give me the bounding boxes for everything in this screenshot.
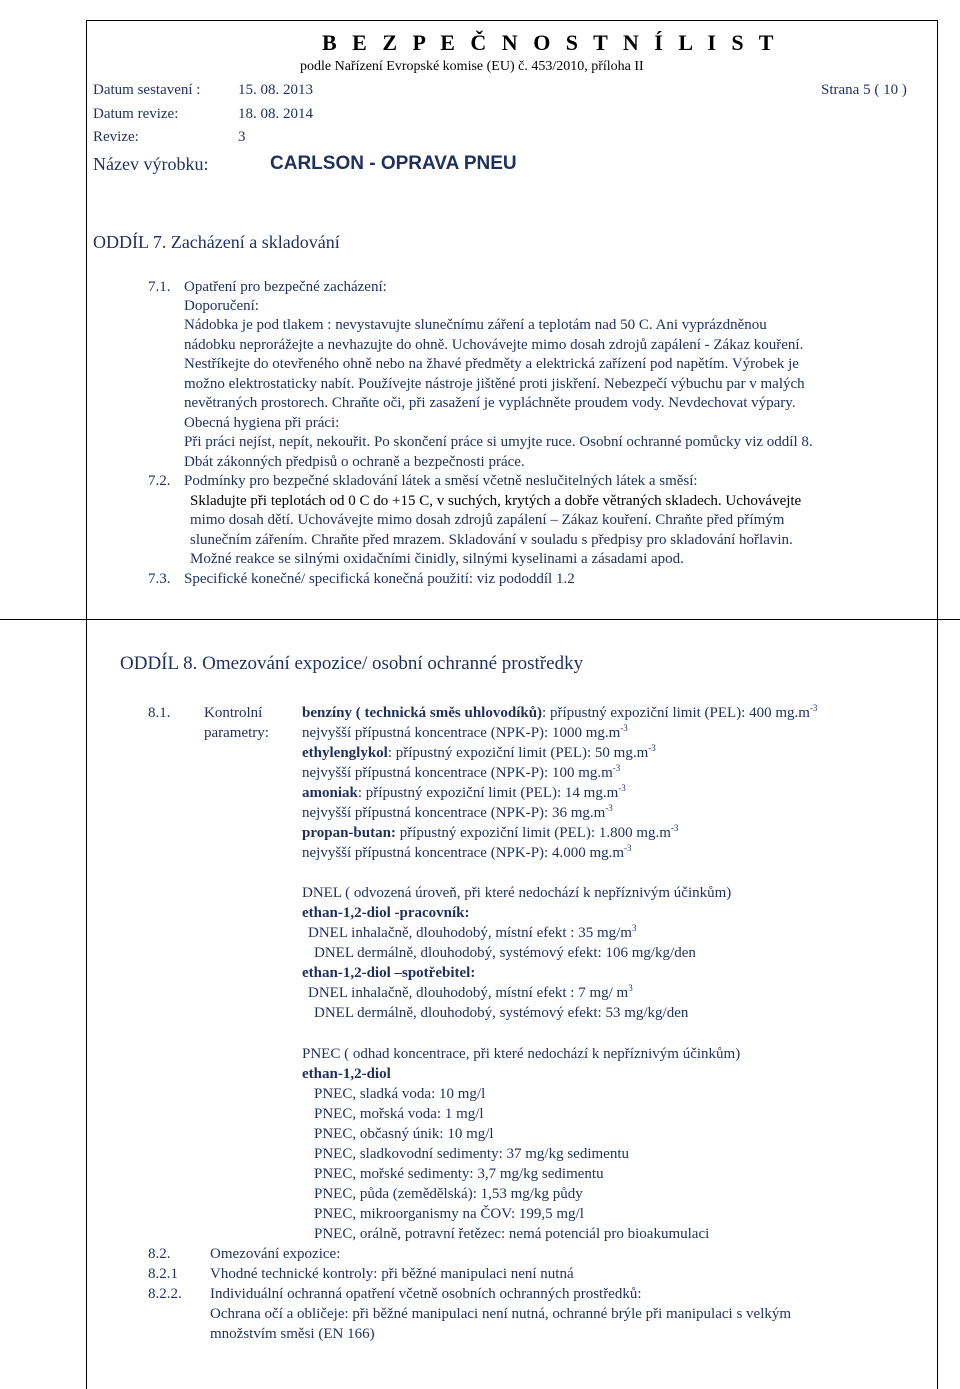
exponent: -3: [624, 843, 632, 853]
pnec-line: PNEC, mořské sedimenty: 3,7 mg/kg sedimentu: [314, 1166, 604, 1182]
text-line: mimo dosah dětí. Uchovávejte mimo dosah zdrojů zapálení – Zákaz kouření. Chraňte před přímým: [190, 512, 785, 528]
date-created-label: Datum sestavení :: [93, 82, 201, 98]
exponent: 3: [631, 923, 637, 933]
pnec-heading: PNEC ( odhad koncentrace, při které nedochází k nepříznivým účinkům): [302, 1046, 741, 1062]
text-line: nevětraných prostorech. Chraňte oči, při zasažení je vypláchněte proudem vody. Nevdechovat výpary.: [184, 395, 796, 411]
item-number: 7.3.: [148, 571, 171, 587]
limit-text: : přípustný expoziční limit (PEL): 400 mg.m: [542, 705, 810, 721]
exponent: -3: [809, 703, 818, 713]
limit-text: nejvyšší přípustná koncentrace (NPK-P): 100 mg.m: [302, 765, 613, 781]
section8-heading: ODDÍL 8. Omezování expozice/ osobní ochranné prostředky: [120, 653, 584, 674]
text-line: Možné reakce se silnými oxidačními činidly, silnými kyselinami a zásadami apod.: [190, 551, 684, 567]
limit-line: [302, 804, 613, 823]
item-title: Specifické konečné/ specifická konečná použití: viz pododdíl 1.2: [184, 571, 575, 587]
dnel-heading: DNEL ( odvozená úroveň, při které nedochází k nepříznivým účinkům): [302, 885, 732, 901]
pnec-line: PNEC, sladkovodní sedimenty: 37 mg/kg sedimentu: [314, 1146, 629, 1162]
exponent: -3: [648, 743, 656, 753]
limit-line: [302, 824, 678, 843]
limit-text: nejvyšší přípustná koncentrace (NPK-P): 36 mg.m: [302, 805, 606, 821]
pnec-line: PNEC, mořská voda: 1 mg/l: [314, 1106, 484, 1122]
dnel-text: DNEL inhalačně, dlouhodobý, místní efekt : 35 mg/m: [308, 925, 632, 941]
limit-line: [302, 744, 656, 763]
limit-line: [302, 764, 620, 783]
pnec-line: PNEC, sladká voda: 10 mg/l: [314, 1086, 486, 1102]
document-subtitle: podle Nařízení Evropské komise (EU) č. 453/2010, příloha II: [300, 59, 644, 74]
item-number: 8.2.: [148, 1246, 171, 1262]
text-line: Ochrana očí a obličeje: při běžné manipulaci není nutná, ochranné brýle při manipulaci s velkým: [210, 1306, 792, 1322]
page-indicator: Strana 5 ( 10 ): [821, 82, 907, 98]
dnel-subheading: ethan-1,2-diol –spotřebitel:: [302, 965, 476, 981]
substance-name: ethylenglykol: [302, 745, 388, 761]
subheading: Obecná hygiena při práci:: [184, 415, 340, 431]
pnec-line: PNEC, půda (zemědělská): 1,53 mg/kg půdy: [314, 1186, 583, 1202]
substance-name: amoniak: [302, 785, 358, 801]
limit-line: [302, 844, 632, 863]
date-created-value: 15. 08. 2013: [238, 82, 313, 98]
exponent: -3: [612, 763, 621, 773]
label: Kontrolní: [204, 705, 263, 721]
date-revised-value: 18. 08. 2014: [238, 106, 313, 122]
text-line: možno elektrostaticky nabít. Používejte nástroje jištěné proti jiskření. Nebezpečí výbuchu par v malých: [184, 376, 805, 392]
text-line: Dbát zákonných předpisů o ochraně a bezpečnosti práce.: [184, 454, 525, 470]
text-line: Nestříkejte do otevřeného ohně nebo na žhavé předměty a elektrická zařízení pod napětím. Výrobek je: [184, 356, 799, 372]
text-line: nádobku neprorážejte a nevhazujte do ohně. Uchovávejte mimo dosah zdrojů zapálení - Zákaz kouření.: [184, 337, 804, 353]
limit-text: nejvyšší přípustná koncentrace (NPK-P): 4.000 mg.m: [302, 845, 625, 861]
dnel-subheading: ethan-1,2-diol -pracovník:: [302, 905, 470, 921]
item-title: Opatření pro bezpečné zacházení:: [184, 279, 387, 295]
exponent: -3: [620, 723, 628, 733]
item-number: 8.2.1: [148, 1266, 178, 1282]
text-line: Nádobka je pod tlakem : nevystavujte slunečnímu záření a teplotám nad 50 C. Ani vyprázdněnou: [184, 317, 767, 333]
text-line: množstvím směsi (EN 166): [210, 1326, 375, 1342]
product-label: Název výrobku:: [93, 154, 209, 174]
item-title: Podmínky pro bezpečné skladování látek a směsí včetně neslučitelných látek a směsí:: [184, 473, 698, 489]
exponent: -3: [605, 803, 613, 813]
limit-line: [302, 704, 817, 723]
item-number: 7.2.: [148, 473, 171, 489]
dnel-line: [308, 984, 633, 1003]
exponent: -3: [618, 783, 626, 793]
subheading: Doporučení:: [184, 298, 259, 314]
limit-text: : přípustný expoziční limit (PEL): 14 mg.m: [357, 785, 619, 801]
product-name: CARLSON - OPRAVA PNEU: [270, 153, 517, 174]
item-title: Individuální ochranná opatření včetně osobních ochranných prostředků:: [210, 1286, 642, 1302]
pnec-line: PNEC, mikroorganismy na ČOV: 199,5 mg/l: [314, 1206, 584, 1222]
revision-label: Revize:: [93, 129, 139, 145]
substance-name: benzíny ( technická směs uhlovodíků): [302, 705, 543, 721]
item-number: 8.2.2.: [148, 1286, 182, 1302]
dnel-text: DNEL inhalačně, dlouhodobý, místní efekt : 7 mg/ m: [308, 985, 629, 1001]
text-line: slunečním zářením. Chraňte před mrazem. Skladování v souladu s předpisy pro skladování hořlavin.: [190, 532, 793, 548]
item-title: Vhodné technické kontroly: při běžné manipulaci není nutná: [210, 1266, 574, 1282]
limit-text: : přípustný expoziční limit (PEL): 50 mg.m: [387, 745, 649, 761]
dnel-line: DNEL dermálně, dlouhodobý, systémový efekt: 106 mg/kg/den: [314, 945, 696, 961]
pnec-subheading: ethan-1,2-diol: [302, 1066, 391, 1082]
date-revised-label: Datum revize:: [93, 106, 179, 122]
exponent: -3: [670, 823, 679, 833]
limit-line: [302, 724, 628, 743]
exponent: 3: [628, 983, 633, 993]
limit-text: přípustný expoziční limit (PEL): 1.800 mg.m: [395, 825, 671, 841]
dnel-line: DNEL dermálně, dlouhodobý, systémový efekt: 53 mg/kg/den: [314, 1005, 689, 1021]
label: parametry:: [204, 725, 269, 741]
limit-line: [302, 784, 626, 803]
section7-heading: ODDÍL 7. Zacházení a skladování: [93, 232, 340, 252]
item-number: 8.1.: [148, 705, 171, 721]
text-line: Při práci nejíst, nepít, nekouřit. Po skončení práce si umyjte ruce. Osobní ochranné pomůcky viz oddíl 8.: [184, 434, 813, 450]
pnec-line: PNEC, orálně, potravní řetězec: nemá potenciál pro bioakumulaci: [314, 1226, 710, 1242]
limit-text: nejvyšší přípustná koncentrace (NPK-P): 1000 mg.m: [302, 725, 621, 741]
pnec-line: PNEC, občasný únik: 10 mg/l: [314, 1126, 494, 1142]
revision-value: 3: [238, 129, 246, 145]
dnel-line: [308, 924, 636, 943]
item-number: 7.1.: [148, 279, 171, 295]
item-title: Omezování expozice:: [210, 1246, 341, 1262]
document-title: B E Z P E Č N O S T N Í L I S T: [322, 30, 779, 55]
text-line: Skladujte při teplotách od 0 C do +15 C, v suchých, krytých a dobře větraných skladech. Uchovávejte: [190, 493, 802, 509]
substance-name: propan-butan:: [302, 825, 396, 841]
